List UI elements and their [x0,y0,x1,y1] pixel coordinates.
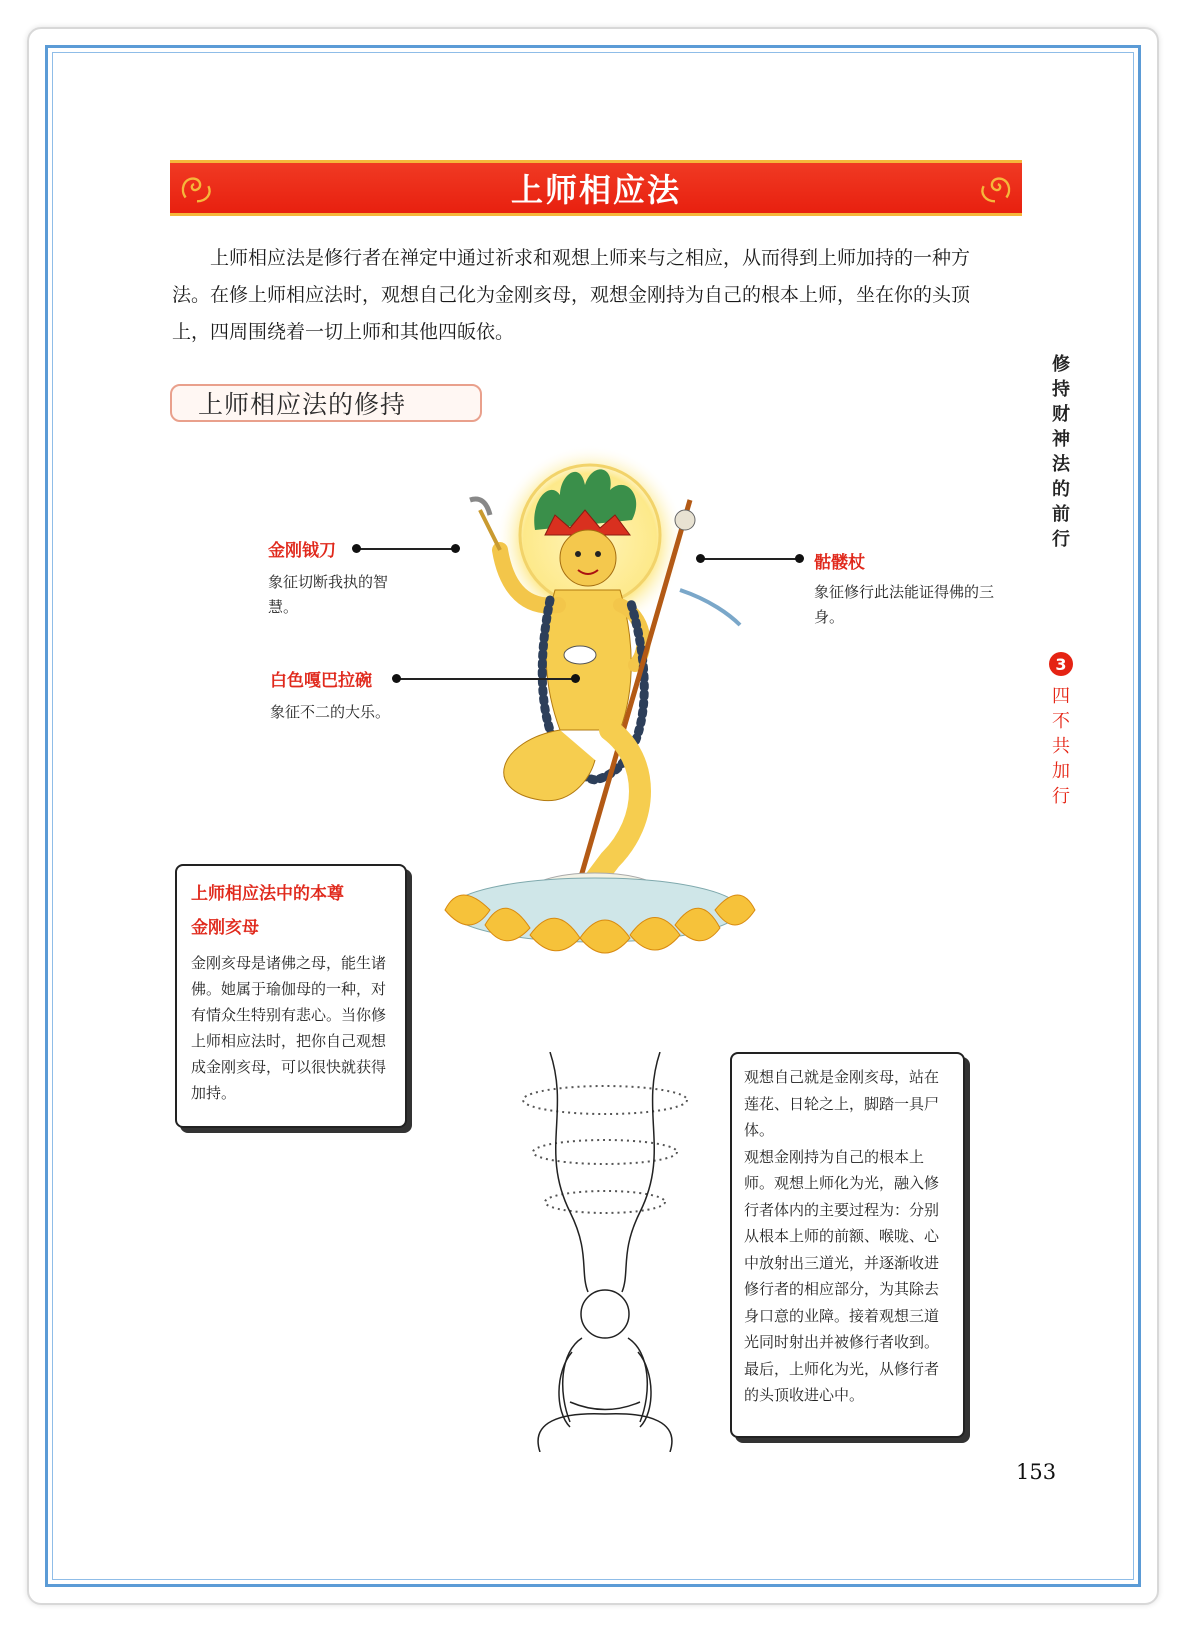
callout-leader-line [356,548,456,550]
callout-title-khatvanga: 骷髅杖 [814,553,865,573]
page-number: 153 [1016,1460,1057,1484]
callout-desc-skull-cup: 象征不二的大乐。 [270,703,391,721]
cloud-ornament-icon [976,169,1014,207]
callout-leader-line [396,678,576,680]
box-subtitle: 金刚亥母 [191,918,259,938]
box-title: 上师相应法中的本尊 [191,884,344,904]
callout-title-curved-knife: 金刚钺刀 [268,541,336,561]
sidebar-chapter-title: 修持财神法的前行 [1052,354,1070,550]
intro-paragraph: 上师相应法是修行者在禅定中通过祈求和观想上师来与之相应，从而得到上师加持的一种方法。在修上师相应法时，观想自己化为金刚亥母，观想金刚持为自己的根本上师，坐在你的头顶上，四周围绕着一切上师和其他四皈依。 [172,247,971,343]
page-title: 上师相应法 [510,171,681,209]
callout-desc-khatvanga: 象征修行此法能证得佛的三身。 [814,583,995,626]
box-text: 金刚亥母是诸佛之母，能生诸佛。她属于瑜伽母的一种，对有情众生特别有悲心。当你修上师相应法时，把你自己观想成金刚亥母，可以很快就获得加持。 [191,954,387,1102]
title-banner [170,160,1022,216]
sidebar-section-title: 四不共加行 [1052,686,1070,807]
section-title: 上师相应法的修持 [198,390,407,419]
visualization-info-box [730,1052,965,1438]
box-text: 观想自己就是金刚亥母，站在莲花、日轮之上，脚踏一具尸体。 [744,1068,940,1139]
meditator-light-diagram [500,1052,710,1452]
deity-info-box [175,864,407,1128]
box-text: 观想金刚持为自己的根本上师。观想上师化为光，融入修行者体内的主要过程为：分别从根本上师的前额、喉咙、心中放射出三道光，并逐渐收进修行者的相应部分，为其除去身口意的业障。接着观想三道光同时射出并被修行者收到。最后，上师化为光，从修行者的头顶收进心中。 [744,1147,940,1404]
sidebar-section-badge: 3 [1049,652,1073,676]
section-header [170,384,482,422]
cloud-ornament-icon [178,169,216,207]
callout-title-skull-cup: 白色嘎巴拉碗 [270,671,372,691]
callout-desc-curved-knife: 象征切断我执的智慧。 [268,573,389,616]
vajrayogini-figure-illustration [420,440,780,1000]
callout-leader-line [700,558,800,560]
